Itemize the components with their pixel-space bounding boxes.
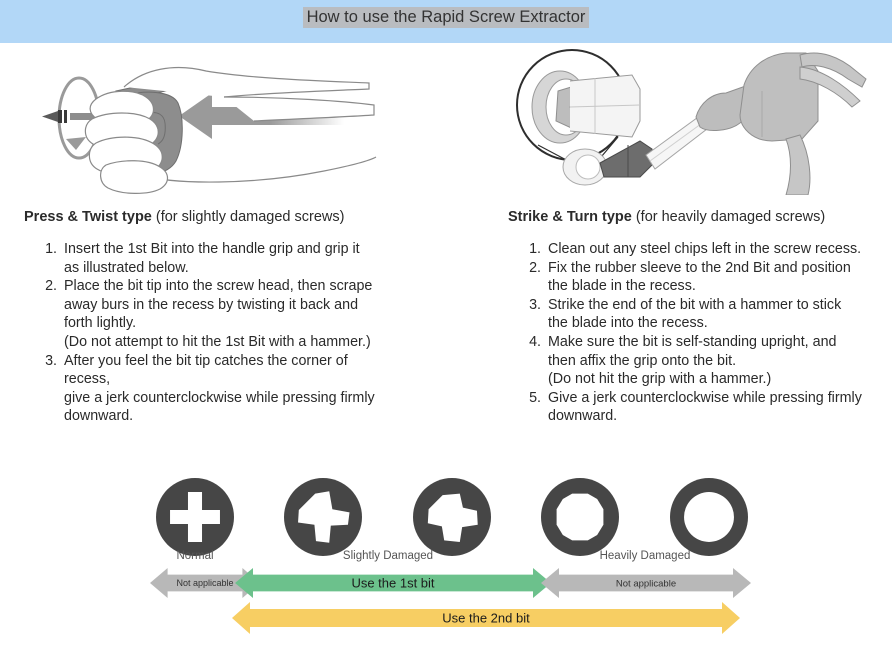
arrow-label-not-applicable-left: Not applicable	[176, 578, 234, 589]
screw-icon-worn	[413, 478, 491, 556]
step-line: 1. Clean out any steel chips left in the screw recess.	[548, 241, 862, 257]
step-line: the blade into the recess.	[548, 315, 708, 332]
list-item	[545, 240, 888, 259]
list-item	[545, 296, 888, 333]
page-title	[0, 6, 892, 29]
step-line: the blade in the recess.	[548, 278, 696, 295]
screw-icon-stripped	[670, 478, 748, 556]
arrow-label-not-applicable-right: Not applicable	[615, 578, 677, 590]
step-line: 5. Give a jerk counterclockwise while pressing firmly	[548, 389, 862, 406]
list-item	[61, 277, 454, 351]
press-twist-illustration	[24, 45, 384, 195]
damage-scale-svg	[0, 462, 892, 645]
section-press-twist	[24, 208, 454, 426]
step-line: 1. Insert the 1st Bit into the handle grip and grip it	[64, 241, 360, 257]
step-line: (Do not hit the grip with a hammer.)	[548, 371, 772, 388]
screw-icon-heavily-worn	[541, 478, 619, 556]
screw-damage-label: Slightly Damaged	[342, 550, 434, 562]
step-line: give a jerk counterclockwise while pressing firmly	[64, 389, 375, 406]
screw-damage-label: Heavily Damaged	[599, 550, 691, 562]
screw-damage-label: Normal	[176, 550, 214, 562]
hand-illustration	[85, 68, 376, 194]
section-title: Strike & Turn type	[508, 209, 632, 225]
list-item	[545, 259, 888, 296]
step-line: downward.	[64, 408, 134, 425]
list-item	[545, 389, 888, 426]
strike-turn-illustration	[500, 45, 870, 195]
section-strike-turn	[508, 208, 888, 426]
step-line: 2. Fix the rubber sleeve to the 2nd Bit and position	[548, 259, 851, 276]
step-line: 3. After you feel the bit tip catches the corner of	[64, 352, 348, 369]
step-line: then affix the grip onto the bit.	[548, 352, 737, 369]
step-line: recess,	[64, 371, 111, 388]
steps-list-strike-turn	[508, 240, 888, 426]
section-heading-press-twist	[24, 208, 454, 227]
hammer	[696, 53, 866, 195]
section-title: Press & Twist type	[24, 209, 152, 225]
steps-list-press-twist	[24, 240, 454, 426]
arrow-label-use-first-bit: Use the 1st bit	[351, 575, 435, 591]
step-line: as illustrated below.	[64, 259, 189, 276]
arrow-label-use-second-bit: Use the 2nd bit	[442, 610, 530, 626]
step-line: 4. Make sure the bit is self-standing upright, and	[548, 333, 837, 350]
step-line: forth lightly.	[64, 315, 137, 332]
page-title-text: How to use the Rapid Screw Extractor	[303, 7, 590, 28]
illustration-row	[0, 45, 892, 195]
list-item	[545, 333, 888, 389]
damage-scale-diagram	[0, 462, 892, 645]
screw-icon-normal	[156, 478, 234, 556]
step-line: 2. Place the bit tip into the screw head, then scrape	[64, 278, 373, 295]
list-item	[61, 240, 454, 277]
section-heading-strike-turn	[508, 208, 888, 227]
screw-recess	[684, 492, 734, 542]
instructions-area	[0, 208, 892, 448]
step-line: away burs in the recess by twisting it back and	[64, 296, 359, 313]
list-item	[61, 352, 454, 426]
section-subtitle: (for heavily damaged screws)	[631, 209, 826, 225]
screw-icon-slightly-worn	[284, 478, 362, 556]
section-subtitle: (for slightly damaged screws)	[151, 209, 345, 225]
step-line: (Do not attempt to hit the 1st Bit with a hammer.)	[64, 333, 371, 350]
screw-recess	[557, 494, 604, 541]
step-line: 3. Strike the end of the bit with a hammer to stick	[548, 296, 842, 313]
step-line: downward.	[548, 408, 618, 425]
